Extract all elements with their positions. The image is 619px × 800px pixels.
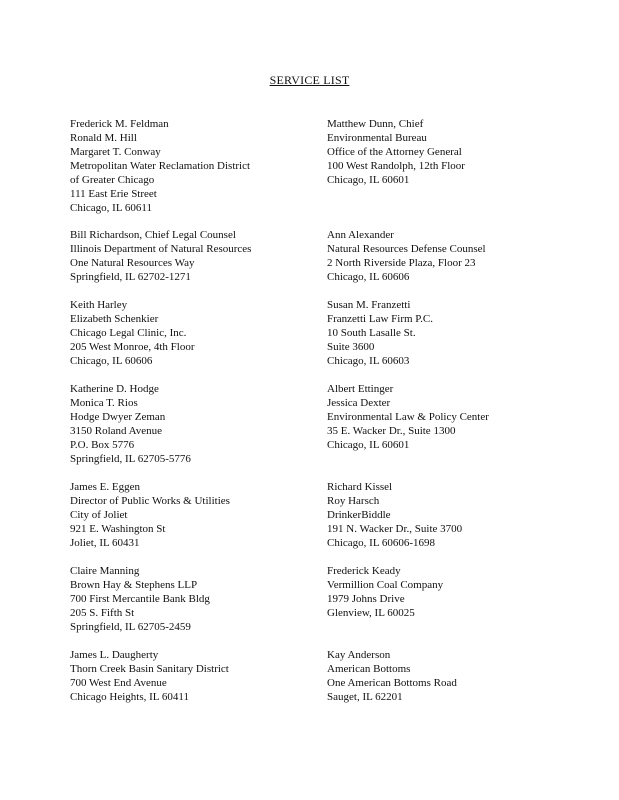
page-title: SERVICE LIST <box>269 73 350 87</box>
address-line: 10 South Lasalle St. <box>327 327 416 339</box>
address-block-right-3 <box>327 298 433 368</box>
address-line: Hodge Dwyer Zeman <box>70 411 166 423</box>
address-block-right-1 <box>327 117 465 187</box>
address-line: City of Joliet <box>70 509 128 521</box>
address-line: Chicago, IL 60603 <box>327 355 410 367</box>
address-line: 700 West End Avenue <box>70 677 167 689</box>
address-block-left-3 <box>70 298 195 368</box>
address-line: Springfield, IL 62705-2459 <box>70 621 191 633</box>
address-line: Roy Harsch <box>327 495 380 507</box>
address-line: 921 E. Washington St <box>70 523 166 535</box>
address-line: Ronald M. Hill <box>70 132 137 144</box>
address-line: Richard Kissel <box>327 481 393 493</box>
address-line: Environmental Bureau <box>327 132 427 144</box>
address-line: Suite 3600 <box>327 341 375 353</box>
address-block-right-2 <box>327 228 486 284</box>
address-line: Claire Manning <box>70 565 140 577</box>
address-line: Thorn Creek Basin Sanitary District <box>70 663 229 675</box>
address-line: Elizabeth Schenkier <box>70 313 159 325</box>
address-line: Sauget, IL 62201 <box>327 691 403 703</box>
address-line: Chicago, IL 60611 <box>70 202 152 214</box>
address-line: 111 East Erie Street <box>70 188 157 200</box>
address-line: P.O. Box 5776 <box>70 439 135 451</box>
address-block-right-7 <box>327 648 457 704</box>
address-line: Keith Harley <box>70 299 128 311</box>
address-line: Bill Richardson, Chief Legal Counsel <box>70 229 236 241</box>
address-line: Jessica Dexter <box>327 397 391 409</box>
address-block-left-1 <box>70 117 250 215</box>
address-line: Monica T. Rios <box>70 397 138 409</box>
address-line: 3150 Roland Avenue <box>70 425 163 437</box>
address-line: Chicago Heights, IL 60411 <box>70 691 189 703</box>
address-line: Chicago, IL 60601 <box>327 174 410 186</box>
address-block-left-6 <box>70 564 210 634</box>
address-line: One American Bottoms Road <box>327 677 457 689</box>
address-line: Katherine D. Hodge <box>70 383 159 395</box>
address-line: 35 E. Wacker Dr., Suite 1300 <box>327 425 456 437</box>
address-line: American Bottoms <box>327 663 411 675</box>
address-line: Chicago, IL 60606 <box>327 271 410 283</box>
address-line: Chicago, IL 60601 <box>327 439 410 451</box>
address-line: James E. Eggen <box>70 481 140 493</box>
address-line: Springfield, IL 62702-1271 <box>70 271 191 283</box>
address-line: Metropolitan Water Reclamation District <box>70 160 251 172</box>
address-line: Chicago, IL 60606-1698 <box>327 537 436 549</box>
address-block-left-7 <box>70 648 229 704</box>
address-block-right-4 <box>327 382 489 452</box>
address-line: Frederick Keady <box>327 565 401 577</box>
address-line: Frederick M. Feldman <box>70 118 169 130</box>
address-line: Joliet, IL 60431 <box>70 537 140 549</box>
address-line: 100 West Randolph, 12th Floor <box>327 160 465 172</box>
address-line: Illinois Department of Natural Resources <box>70 243 252 255</box>
address-line: 191 N. Wacker Dr., Suite 3700 <box>327 523 463 535</box>
address-line: Chicago Legal Clinic, Inc. <box>70 327 187 339</box>
address-line: of Greater Chicago <box>70 174 155 186</box>
address-line: Glenview, IL 60025 <box>327 607 415 619</box>
address-line: Office of the Attorney General <box>327 146 462 158</box>
address-line: One Natural Resources Way <box>70 257 195 269</box>
address-block-right-6 <box>327 564 443 620</box>
address-block-left-4 <box>70 382 191 466</box>
address-line: Ann Alexander <box>327 229 394 241</box>
address-line: 2 North Riverside Plaza, Floor 23 <box>327 257 476 269</box>
address-line: Natural Resources Defense Counsel <box>327 243 486 255</box>
address-line: 205 S. Fifth St <box>70 607 135 619</box>
address-line: 1979 Johns Drive <box>327 593 405 605</box>
address-line: Susan M. Franzetti <box>327 299 411 311</box>
address-line: Vermillion Coal Company <box>327 579 444 591</box>
address-block-left-2 <box>70 228 251 284</box>
address-line: 700 First Mercantile Bank Bldg <box>70 593 210 605</box>
address-line: James L. Daugherty <box>70 649 159 661</box>
address-line: Franzetti Law Firm P.C. <box>327 313 434 325</box>
address-line: 205 West Monroe, 4th Floor <box>70 341 195 353</box>
address-line: Environmental Law & Policy Center <box>327 411 489 423</box>
address-line: Director of Public Works & Utilities <box>70 495 230 507</box>
address-line: Springfield, IL 62705-5776 <box>70 453 191 465</box>
address-block-right-5 <box>327 480 462 550</box>
address-line: Albert Ettinger <box>327 383 394 395</box>
address-line: DrinkerBiddle <box>327 509 391 521</box>
address-line: Margaret T. Conway <box>70 146 161 158</box>
address-line: Matthew Dunn, Chief <box>327 118 424 130</box>
address-line: Chicago, IL 60606 <box>70 355 153 367</box>
address-block-left-5 <box>70 480 230 550</box>
address-line: Kay Anderson <box>327 649 391 661</box>
address-line: Brown Hay & Stephens LLP <box>70 579 198 591</box>
